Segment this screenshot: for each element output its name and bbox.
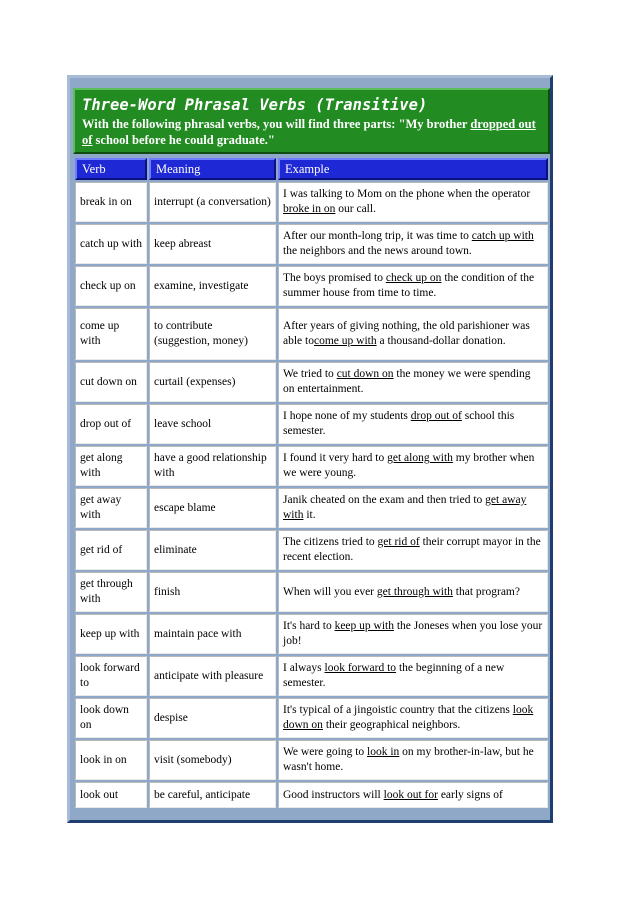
example-cell (278, 656, 548, 696)
meaning-cell: interrupt (a conversation) (149, 182, 276, 222)
table-row (75, 656, 548, 696)
text-run: I always (283, 662, 325, 674)
example-cell (278, 614, 548, 654)
verb-cell: get rid of (75, 530, 147, 570)
text-run: school this semester. (283, 410, 515, 437)
column-header-verb: Verb (75, 158, 147, 180)
underlined-phrase: look out for (383, 788, 438, 801)
table-row (75, 182, 548, 222)
verb-cell: keep up with (75, 614, 147, 654)
underlined-phrase: get rid of (377, 536, 420, 548)
table-row (75, 446, 548, 486)
example-cell (278, 446, 548, 486)
text-run: When will you ever (283, 585, 377, 598)
text-run: the Joneses when you lose your job! (283, 620, 543, 647)
verb-cell: break in on (75, 182, 147, 222)
text-run: their geographical neighbors. (322, 719, 461, 731)
meaning-cell: to contribute (suggestion, money) (149, 308, 276, 360)
underlined-phrase: look in (367, 746, 400, 758)
text-run: I found it very hard to (283, 452, 388, 464)
table-row (75, 404, 548, 444)
example-cell (278, 488, 548, 528)
table-row (75, 572, 548, 612)
example-cell (278, 530, 548, 570)
verb-cell: look forward to (75, 656, 147, 696)
underlined-phrase: cut down on (336, 368, 394, 380)
meaning-cell: anticipate with pleasure (149, 656, 276, 696)
verb-cell: get through with (75, 572, 147, 612)
text-run: I was talking to Mom on the phone when the operator (283, 188, 531, 200)
example-cell (278, 572, 548, 612)
phrasal-verbs-table (73, 156, 550, 810)
underlined-phrase: get through with (376, 585, 453, 598)
text-run: Good instructors will (283, 788, 384, 801)
text-run: The boys promised to (283, 272, 386, 284)
table-row (75, 614, 548, 654)
meaning-cell: examine, investigate (149, 266, 276, 306)
text-run: it. (303, 509, 316, 521)
meaning-cell: eliminate (149, 530, 276, 570)
intro-text (82, 116, 542, 148)
underlined-phrase: look down on (283, 704, 534, 731)
example-cell (278, 308, 548, 360)
text-run: school before he could graduate." (92, 133, 275, 147)
table-row (75, 224, 548, 264)
text-run: We were going to (283, 746, 368, 758)
text-run: our call. (335, 203, 376, 215)
text-run: After years of giving nothing, the old parishioner was able to (283, 320, 530, 347)
text-run: With the following phrasal verbs, you will find three parts: "My brother (82, 117, 471, 131)
text-run: their corrupt mayor in the recent election. (283, 536, 541, 563)
text-run: It's hard to (283, 620, 335, 632)
verb-cell: check up on (75, 266, 147, 306)
meaning-cell: escape blame (149, 488, 276, 528)
text-run: the beginning of a new semester. (283, 662, 505, 689)
text-run: The citizens tried to (283, 536, 378, 548)
example-cell (278, 224, 548, 264)
table-header-row (75, 158, 548, 180)
table-row (75, 488, 548, 528)
text-run: on my brother-in-law, but he wasn't home. (283, 746, 534, 773)
example-cell (278, 740, 548, 780)
meaning-cell: visit (somebody) (149, 740, 276, 780)
verb-cell: catch up with (75, 224, 147, 264)
table-row (75, 308, 548, 360)
text-run: a thousand-dollar donation. (376, 335, 506, 347)
underlined-phrase: come up with (313, 335, 377, 347)
meaning-cell: be careful, anticipate (149, 782, 276, 808)
text-run: the condition of the summer house from time to time. (283, 272, 535, 299)
page-title: Three-Word Phrasal Verbs (Transitive) (82, 96, 428, 114)
meaning-cell: keep abreast (149, 224, 276, 264)
text-run: the money we were spending on entertainment. (283, 368, 531, 395)
verb-cell: look in on (75, 740, 147, 780)
underlined-phrase: get along with (387, 452, 453, 464)
example-cell (278, 782, 548, 808)
underlined-phrase: keep up with (334, 620, 394, 632)
text-run: After our month-long trip, it was time to (283, 230, 472, 242)
underlined-phrase: get away with (283, 494, 527, 521)
table-row (75, 782, 548, 808)
example-cell (278, 266, 548, 306)
table-row (75, 266, 548, 306)
text-run: I hope none of my students (283, 410, 411, 422)
meaning-cell: leave school (149, 404, 276, 444)
text-run: We tried to (283, 368, 337, 380)
meaning-cell: have a good relationship with (149, 446, 276, 486)
underlined-phrase: check up on (385, 272, 442, 284)
verb-cell: get along with (75, 446, 147, 486)
text-run: Janik cheated on the exam and then tried to (283, 494, 486, 506)
column-header-example: Example (278, 158, 548, 180)
text-run: the neighbors and the news around town. (283, 245, 472, 257)
verb-cell: get away with (75, 488, 147, 528)
underlined-phrase: look forward to (324, 662, 397, 674)
text-run: It's typical of a jingoistic country that the citizens (283, 704, 513, 716)
verb-cell: look out (75, 782, 147, 808)
verb-cell: drop out of (75, 404, 147, 444)
underlined-phrase: broke in on (283, 203, 336, 215)
column-header-meaning: Meaning (149, 158, 276, 180)
text-run: my brother when we were young. (283, 452, 535, 479)
table-row (75, 698, 548, 738)
verb-cell: cut down on (75, 362, 147, 402)
meaning-cell: finish (149, 572, 276, 612)
text-run: that program? (452, 585, 520, 598)
section-header (73, 88, 550, 154)
example-cell (278, 698, 548, 738)
phrasal-verbs-sheet (67, 75, 553, 823)
meaning-cell: despise (149, 698, 276, 738)
table-row (75, 530, 548, 570)
table-row (75, 740, 548, 780)
underlined-phrase: dropped out of (82, 117, 536, 147)
meaning-cell: maintain pace with (149, 614, 276, 654)
verb-cell: look down on (75, 698, 147, 738)
verb-cell: come up with (75, 308, 147, 360)
underlined-phrase: drop out of (410, 410, 462, 422)
example-cell (278, 362, 548, 402)
example-cell (278, 182, 548, 222)
text-run: early signs of (437, 788, 503, 801)
example-cell (278, 404, 548, 444)
table-row (75, 362, 548, 402)
meaning-cell: curtail (expenses) (149, 362, 276, 402)
underlined-phrase: catch up with (471, 230, 534, 242)
